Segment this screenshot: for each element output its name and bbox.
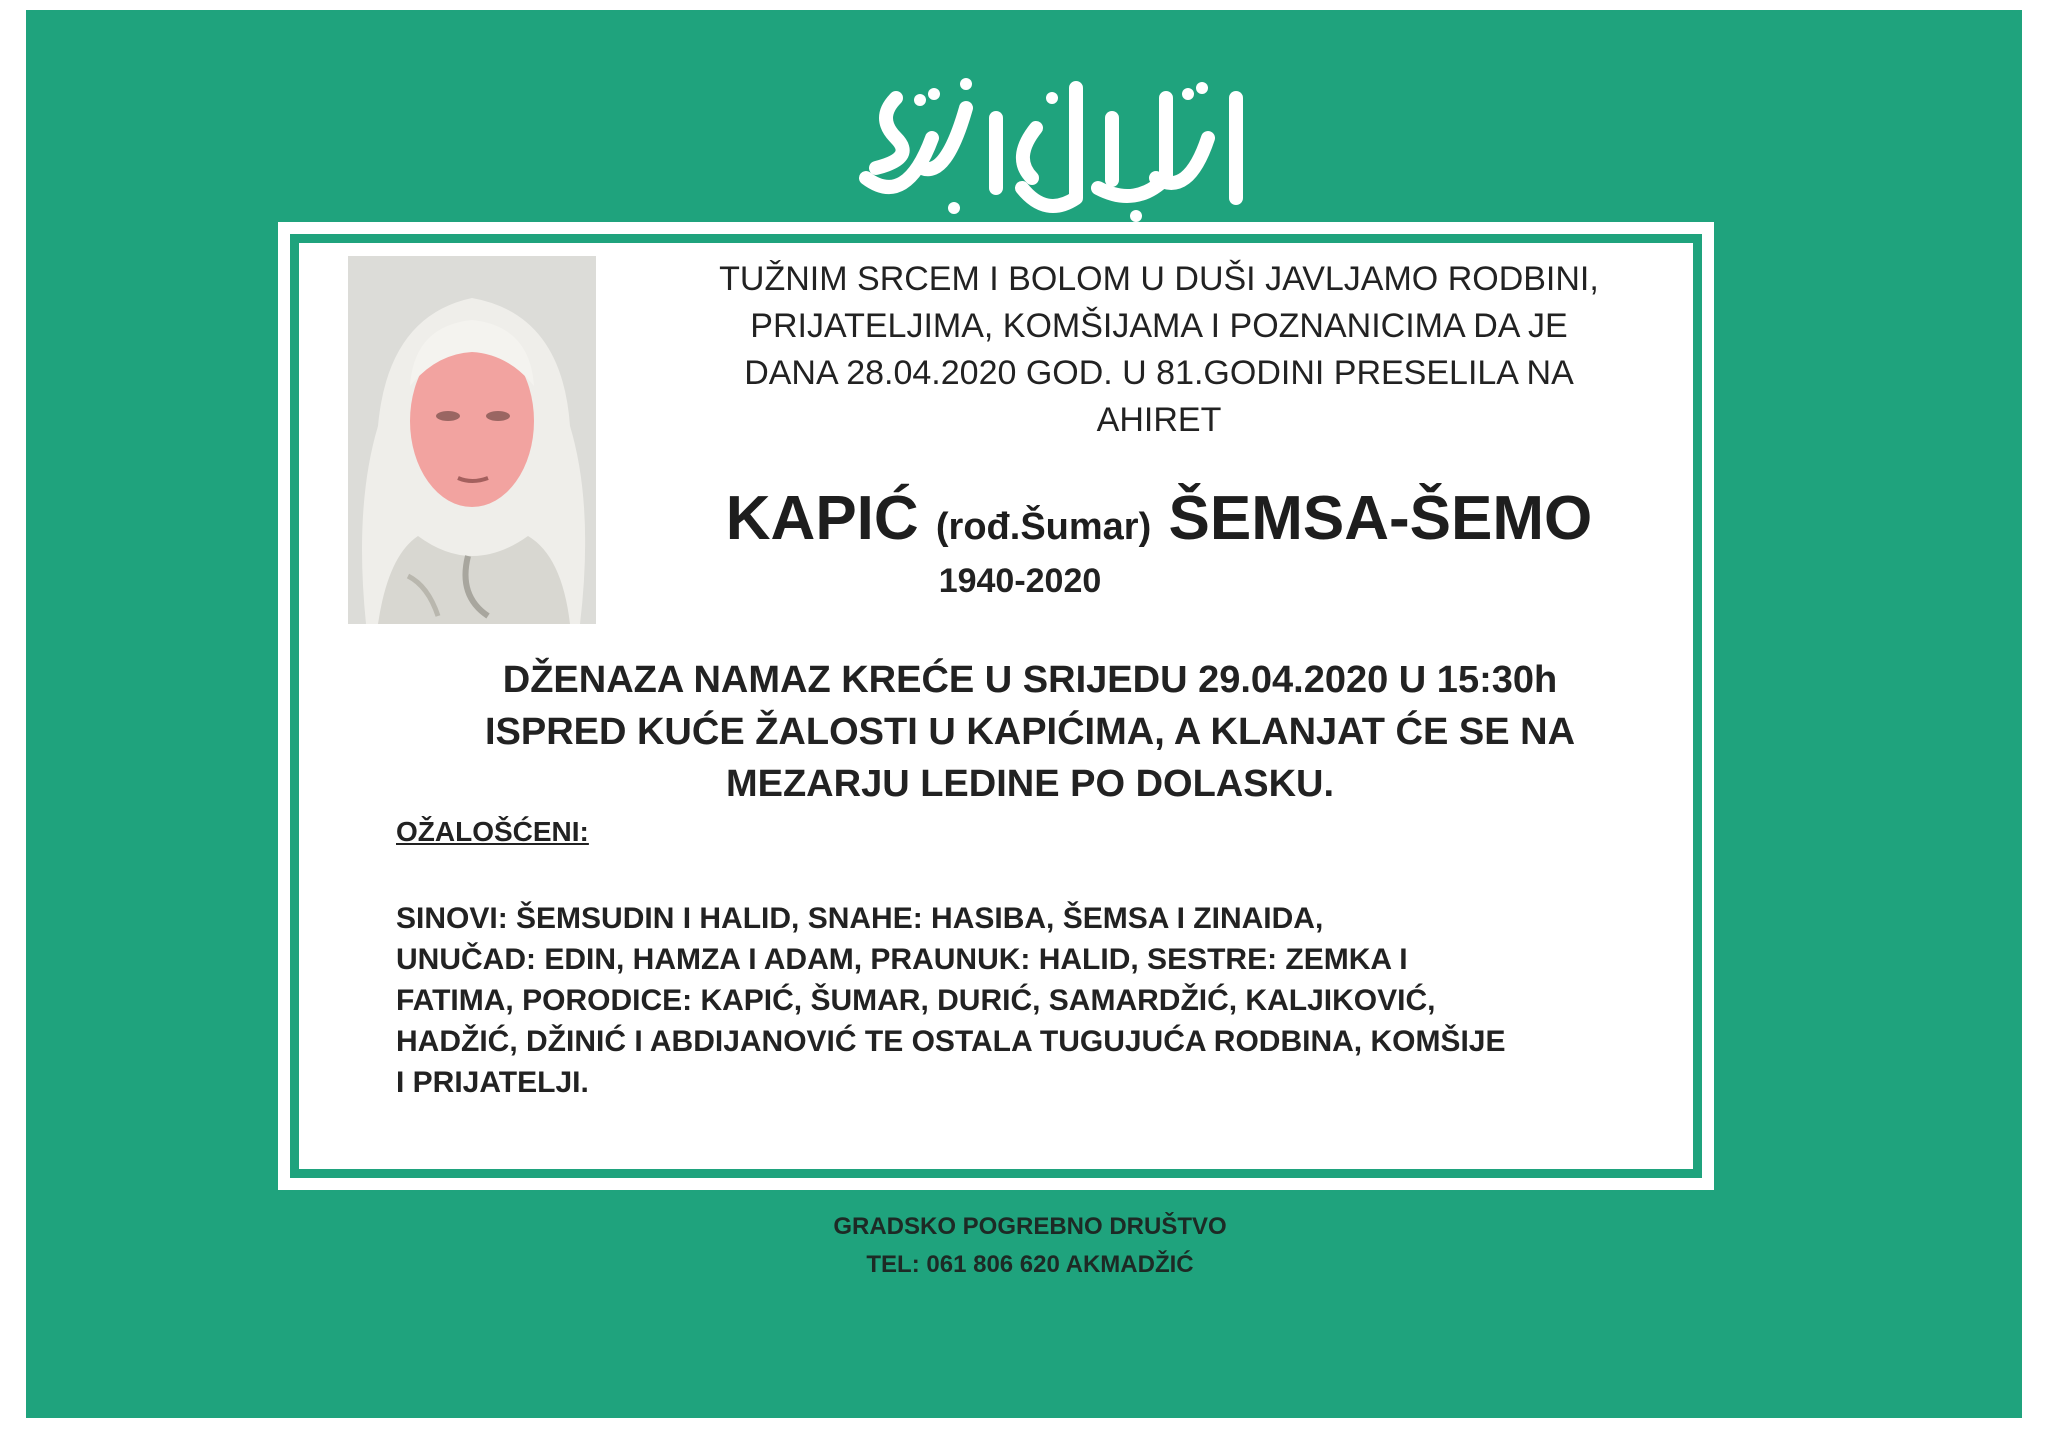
- funeral-line: MEZARJU LEDINE PO DOLASKU.: [725, 763, 1335, 805]
- intro-line: PRIJATELJIMA, KOMŠIJAMA I POZNANICIMA DA JE: [750, 307, 1568, 345]
- funeral-line: ISPRED KUĆE ŽALOSTI U KAPIĆIMA, A KLANJAT ĆE SE NA: [484, 711, 1576, 753]
- company-contact: TEL: 061 806 620 AKMADŽIĆ: [866, 1251, 1194, 1278]
- intro-line: TUŽNIM SRCEM I BOLOM U DUŠI JAVLJAMO RODBINI,: [719, 260, 1599, 298]
- mourners-line: UNUČAD: EDIN, HAMZA I ADAM, PRAUNUK: HALID, SESTRE: ZEMKA I: [396, 943, 1408, 976]
- company-name: GRADSKO POGREBNO DRUŠTVO: [833, 1213, 1227, 1240]
- deceased-portrait: [348, 256, 596, 624]
- funeral-line: DŽENAZA NAMAZ KREĆE U SRIJEDU 29.04.2020 U 15:30h: [502, 659, 1558, 701]
- funeral-company: [600, 1208, 1460, 1284]
- mourners-list: [396, 898, 1686, 1103]
- mourners-line: FATIMA, PORODICE: KAPIĆ, ŠUMAR, DURIĆ, SAMARDŽIĆ, KALJIKOVIĆ,: [396, 984, 1436, 1017]
- mourners-line: I PRIJATELJI.: [396, 1066, 589, 1099]
- maiden-name: (rođ.Šumar): [935, 506, 1152, 548]
- intro-text: [622, 256, 1696, 444]
- intro-line: DANA 28.04.2020 GOD. U 81.GODINI PRESELILA NA: [744, 354, 1574, 392]
- life-years: 1940-2020: [938, 562, 1102, 600]
- given-name: ŠEMSA-ŠEMO: [1168, 484, 1593, 553]
- mourners-heading: OŽALOŠĆENI:: [396, 816, 589, 847]
- arabic-calligraphy-icon: [836, 58, 1256, 228]
- funeral-info: [380, 654, 1680, 810]
- mourners-line: SINOVI: ŠEMSUDIN I HALID, SNAHE: HASIBA, ŠEMSA I ZINAIDA,: [396, 902, 1324, 935]
- deceased-name: [622, 482, 1696, 564]
- intro-line: AHIRET: [1096, 401, 1222, 439]
- surname: KAPIĆ: [725, 484, 919, 553]
- mourners-line: HADŽIĆ, DŽINIĆ I ABDIJANOVIĆ TE OSTALA TUGUJUĆA RODBINA, KOMŠIJE: [396, 1025, 1506, 1058]
